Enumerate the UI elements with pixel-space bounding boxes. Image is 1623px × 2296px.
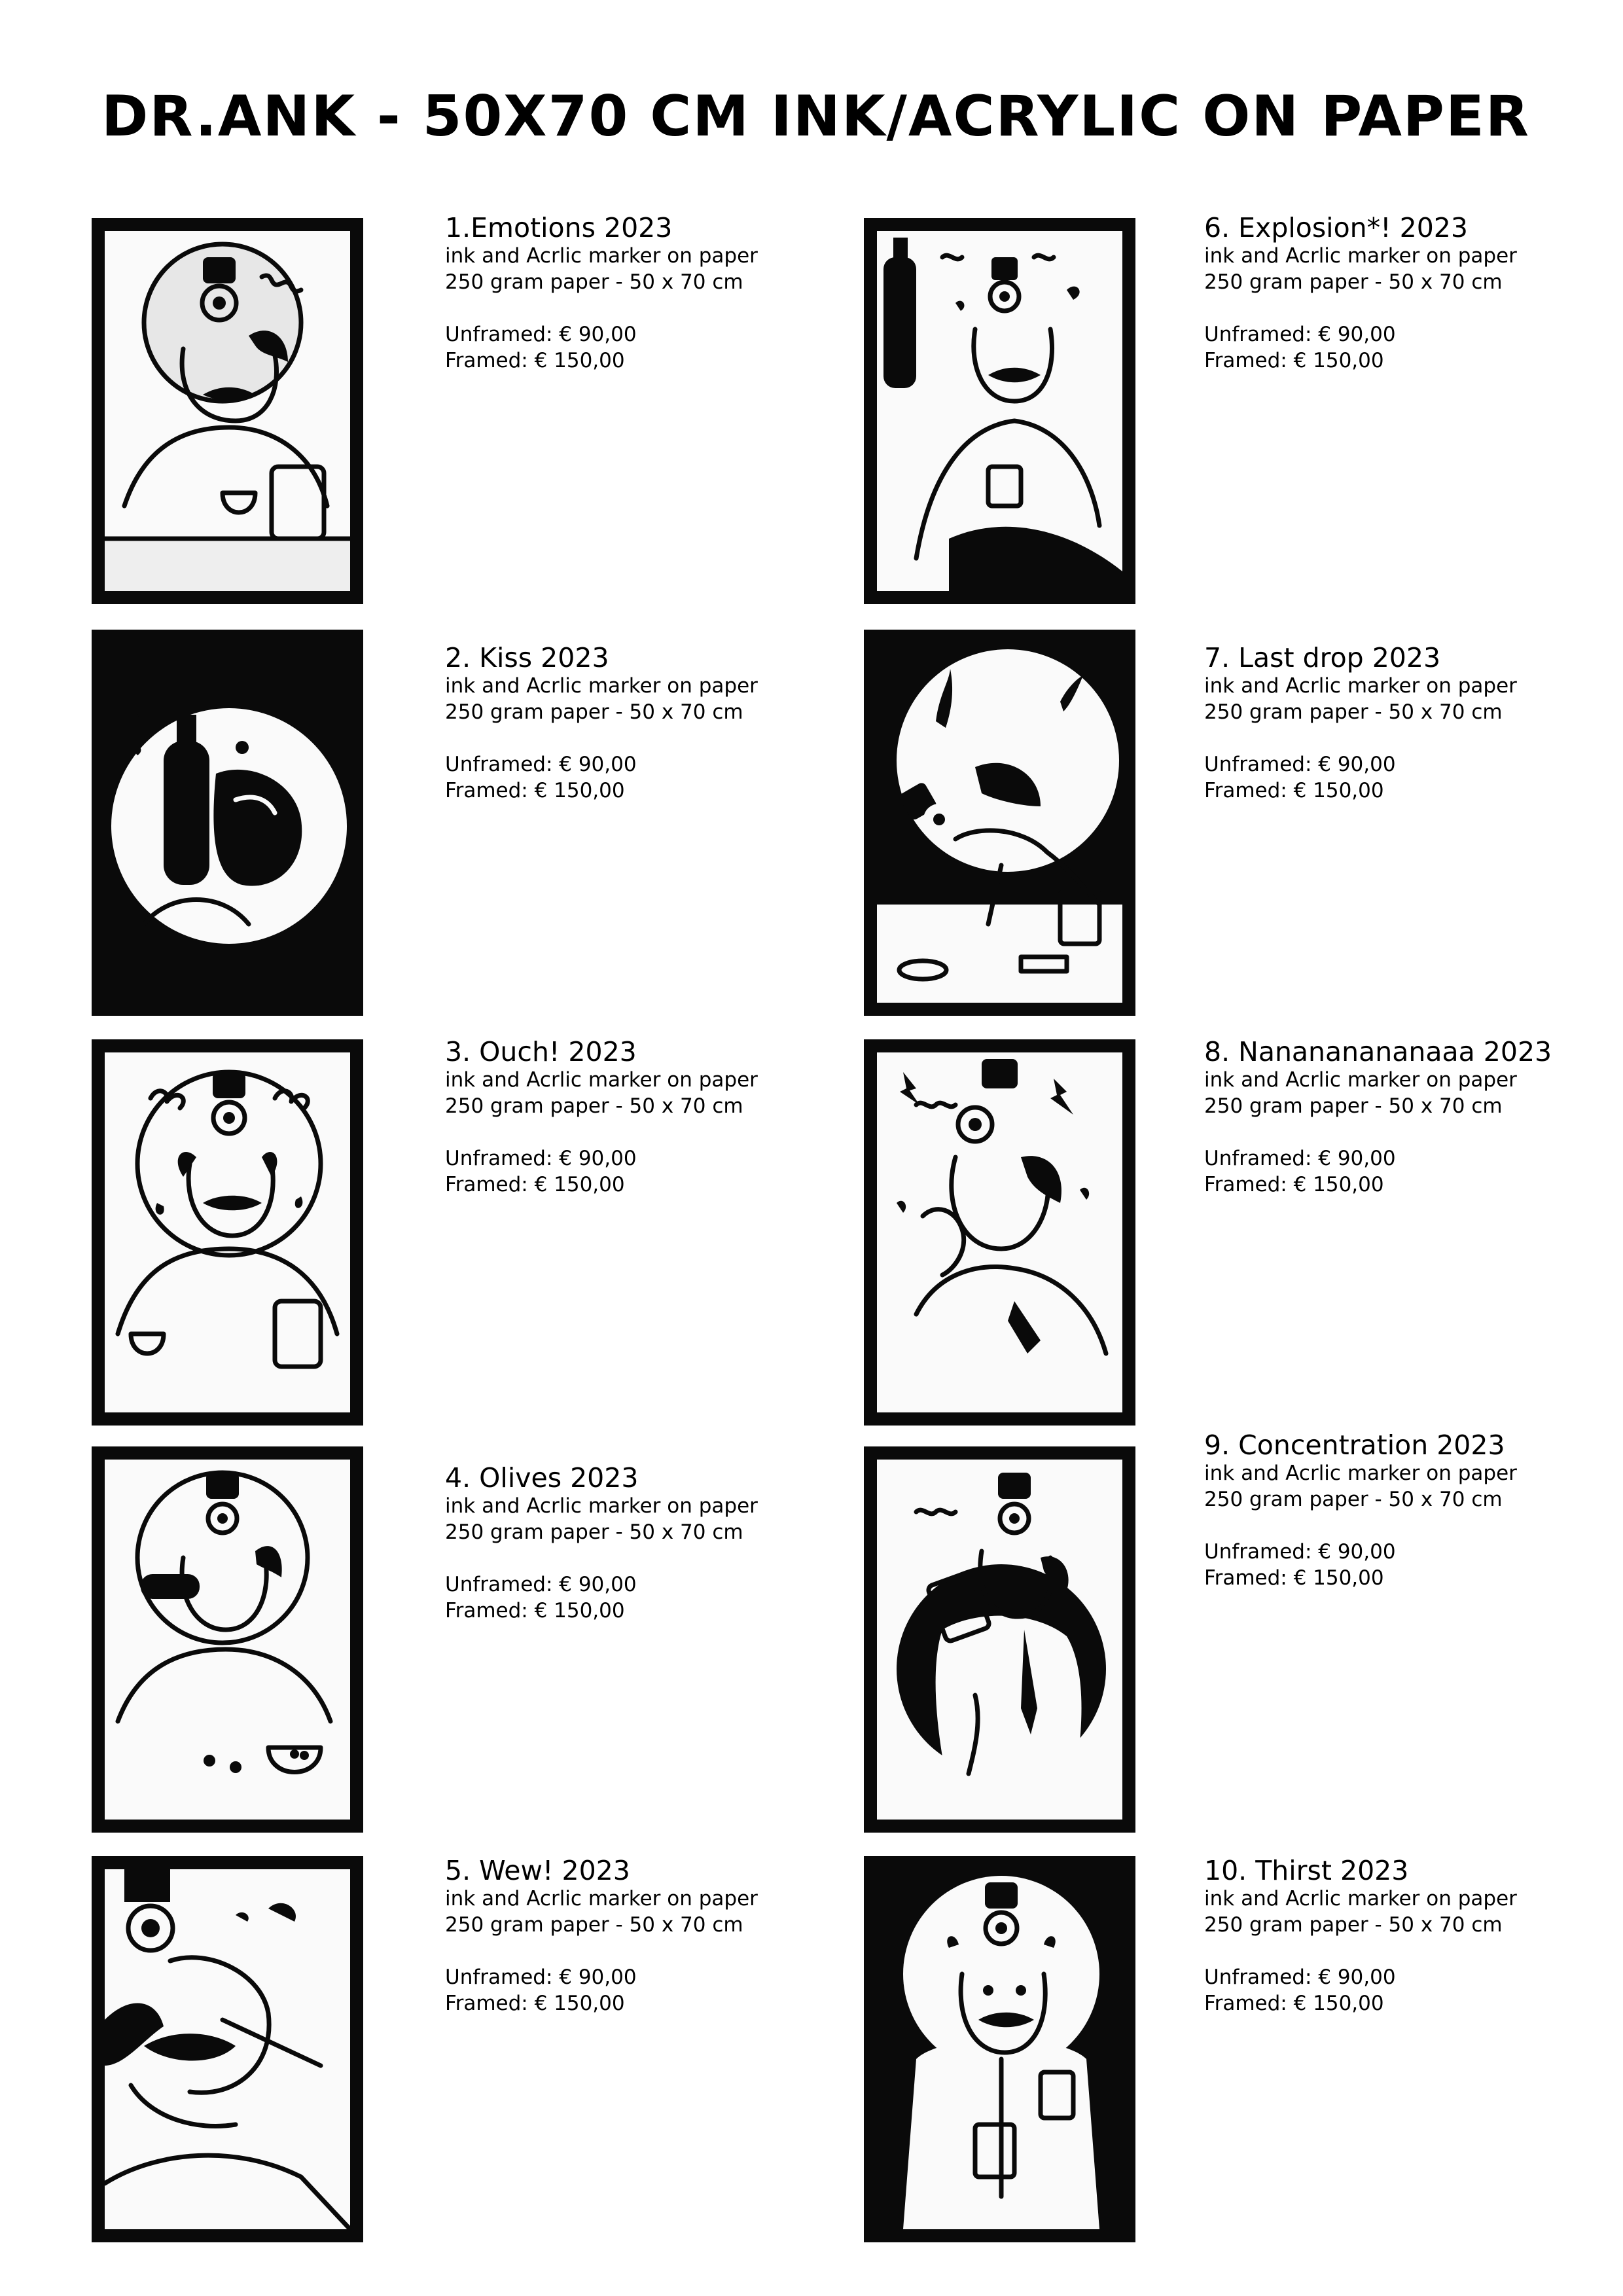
artwork-price-framed: Framed: € 150,00: [445, 349, 625, 372]
artwork-spec: 250 gram paper - 50 x 70 cm: [445, 1094, 743, 1118]
artwork-image-kiss: [92, 630, 363, 1016]
artwork-image-emotions: [92, 218, 363, 604]
artwork-title: 3. Ouch! 2023: [445, 1036, 637, 1067]
artwork-price-unframed: Unframed: € 90,00: [1204, 753, 1396, 776]
artwork-spec: 250 gram paper - 50 x 70 cm: [445, 1913, 743, 1937]
artwork-price-unframed: Unframed: € 90,00: [1204, 1965, 1396, 1989]
artwork-info-thirst: [1204, 1856, 1517, 2017]
artwork-medium: ink and Acrlic marker on paper: [445, 1068, 758, 1092]
artwork-title: 7. Last drop 2023: [1204, 642, 1441, 673]
artwork-medium: ink and Acrlic marker on paper: [1204, 244, 1517, 268]
artwork-title: 9. Concentration 2023: [1204, 1429, 1505, 1461]
artwork-price-framed: Framed: € 150,00: [445, 1173, 625, 1196]
artwork-price-unframed: Unframed: € 90,00: [445, 1573, 637, 1596]
artwork-spec: 250 gram paper - 50 x 70 cm: [1204, 270, 1503, 294]
artwork-image-concentration: [864, 1446, 1135, 1833]
artwork-price-framed: Framed: € 150,00: [445, 779, 625, 802]
artwork-price-framed: Framed: € 150,00: [445, 1992, 625, 2015]
artwork-medium: ink and Acrlic marker on paper: [1204, 1887, 1517, 1910]
artwork-spec: 250 gram paper - 50 x 70 cm: [445, 270, 743, 294]
artwork-spec: 250 gram paper - 50 x 70 cm: [445, 1520, 743, 1544]
artwork-title: 10. Thirst 2023: [1204, 1855, 1409, 1886]
artwork-info-emotions: [445, 213, 758, 374]
artwork-price-framed: Framed: € 150,00: [445, 1599, 625, 1623]
artwork-image-wew: [92, 1856, 363, 2242]
artwork-image-ouch: [92, 1039, 363, 1426]
artwork-title: 2. Kiss 2023: [445, 642, 609, 673]
artwork-medium: ink and Acrlic marker on paper: [1204, 1068, 1517, 1092]
artwork-price-unframed: Unframed: € 90,00: [445, 1147, 637, 1170]
artwork-price-unframed: Unframed: € 90,00: [445, 323, 637, 346]
artwork-info-concentration: [1204, 1430, 1517, 1591]
artwork-price-framed: Framed: € 150,00: [1204, 349, 1384, 372]
artwork-title: 8. Nanananananaaa 2023: [1204, 1036, 1552, 1067]
artwork-spec: 250 gram paper - 50 x 70 cm: [445, 700, 743, 724]
artwork-price-unframed: Unframed: € 90,00: [1204, 1147, 1396, 1170]
artwork-info-kiss: [445, 643, 758, 804]
artwork-medium: ink and Acrlic marker on paper: [445, 1494, 758, 1518]
page-title: DR.ANK - 50X70 CM INK/ACRYLIC ON PAPER: [101, 84, 1530, 149]
artwork-title: 1.Emotions 2023: [445, 212, 673, 243]
artwork-price-unframed: Unframed: € 90,00: [1204, 323, 1396, 346]
artwork-info-last-drop: [1204, 643, 1517, 804]
artwork-title: 5. Wew! 2023: [445, 1855, 630, 1886]
artwork-price-framed: Framed: € 150,00: [1204, 779, 1384, 802]
artwork-image-explosion: [864, 218, 1135, 604]
artwork-image-nanananananaaa: [864, 1039, 1135, 1426]
artwork-info-wew: [445, 1856, 758, 2017]
artwork-title: 6. Explosion*! 2023: [1204, 212, 1468, 243]
artwork-price-unframed: Unframed: € 90,00: [445, 1965, 637, 1989]
artwork-medium: ink and Acrlic marker on paper: [445, 674, 758, 698]
artwork-info-olives: [445, 1463, 758, 1624]
artwork-price-framed: Framed: € 150,00: [1204, 1173, 1384, 1196]
artwork-title: 4. Olives 2023: [445, 1462, 639, 1494]
artwork-spec: 250 gram paper - 50 x 70 cm: [1204, 1488, 1503, 1511]
artwork-spec: 250 gram paper - 50 x 70 cm: [1204, 1913, 1503, 1937]
artwork-image-olives: [92, 1446, 363, 1833]
artwork-price-framed: Framed: € 150,00: [1204, 1566, 1384, 1590]
artwork-spec: 250 gram paper - 50 x 70 cm: [1204, 1094, 1503, 1118]
artwork-info-ouch: [445, 1037, 758, 1198]
artwork-price-framed: Framed: € 150,00: [1204, 1992, 1384, 2015]
artwork-image-last-drop: [864, 630, 1135, 1016]
artwork-price-unframed: Unframed: € 90,00: [1204, 1540, 1396, 1564]
artwork-medium: ink and Acrlic marker on paper: [445, 1887, 758, 1910]
artwork-info-explosion: [1204, 213, 1517, 374]
artwork-image-thirst: [864, 1856, 1135, 2242]
artwork-medium: ink and Acrlic marker on paper: [1204, 1462, 1517, 1485]
artwork-info-nanananananaaa: [1204, 1037, 1552, 1198]
artwork-medium: ink and Acrlic marker on paper: [1204, 674, 1517, 698]
artwork-medium: ink and Acrlic marker on paper: [445, 244, 758, 268]
artwork-spec: 250 gram paper - 50 x 70 cm: [1204, 700, 1503, 724]
artwork-price-unframed: Unframed: € 90,00: [445, 753, 637, 776]
